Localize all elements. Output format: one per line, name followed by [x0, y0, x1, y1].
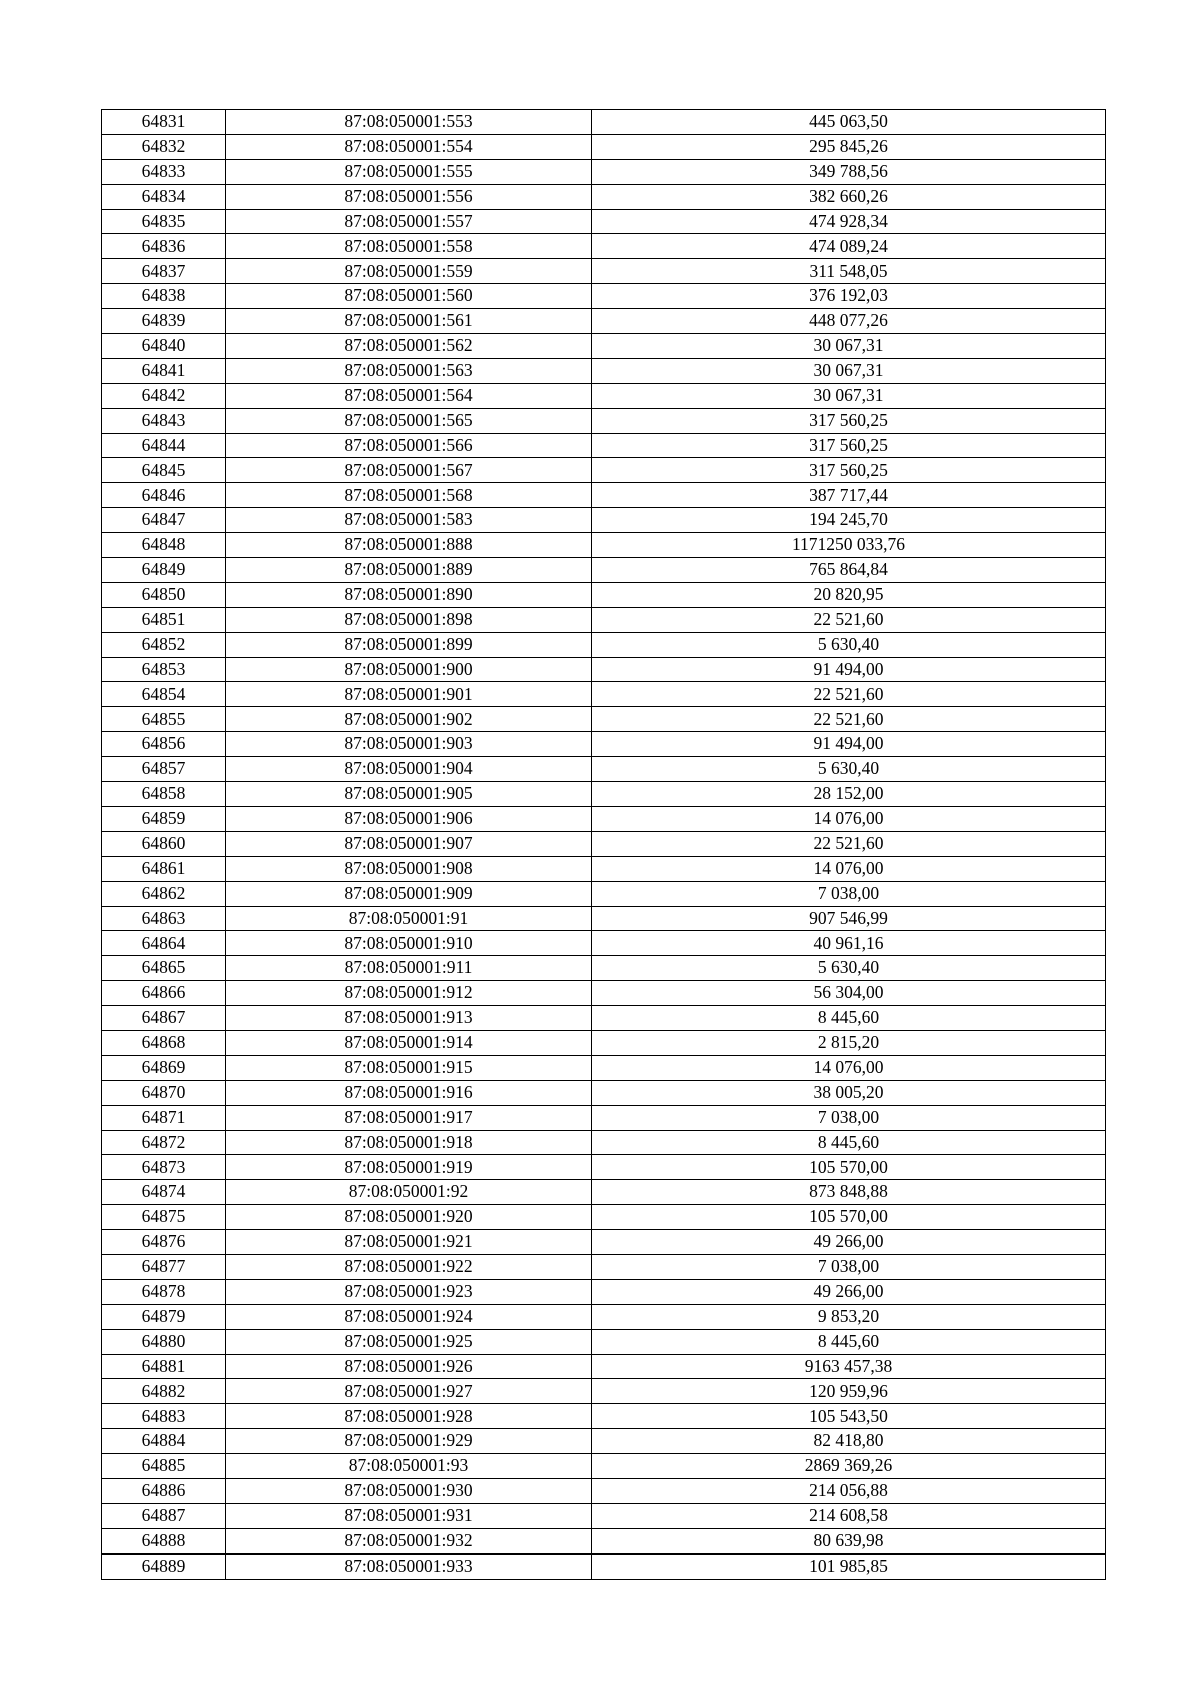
cadastral-number-cell: 87:08:050001:906: [226, 806, 592, 831]
value-cell: 56 304,00: [592, 981, 1106, 1006]
cadastral-number-cell: 87:08:050001:912: [226, 981, 592, 1006]
value-cell: 2869 369,26: [592, 1454, 1106, 1479]
table-row: [102, 732, 1106, 757]
table-row: [102, 1503, 1106, 1528]
value-cell: 91 494,00: [592, 657, 1106, 682]
cadastral-number-cell: 87:08:050001:899: [226, 632, 592, 657]
row-number-cell: 64878: [102, 1279, 226, 1304]
row-number-cell: 64857: [102, 757, 226, 782]
row-number-cell: 64885: [102, 1454, 226, 1479]
cadastral-number-cell: 87:08:050001:928: [226, 1404, 592, 1429]
value-cell: 765 864,84: [592, 558, 1106, 583]
cadastral-number-cell: 87:08:050001:901: [226, 682, 592, 707]
value-cell: 474 089,24: [592, 234, 1106, 259]
cadastral-number-cell: 87:08:050001:91: [226, 906, 592, 931]
row-number-cell: 64859: [102, 806, 226, 831]
row-number-cell: 64863: [102, 906, 226, 931]
value-cell: 101 985,85: [592, 1554, 1106, 1579]
row-number-cell: 64867: [102, 1006, 226, 1031]
value-cell: 14 076,00: [592, 1055, 1106, 1080]
row-number-cell: 64882: [102, 1379, 226, 1404]
row-number-cell: 64887: [102, 1503, 226, 1528]
cadastral-value-table: [101, 109, 1106, 1580]
table-row: [102, 334, 1106, 359]
value-cell: 38 005,20: [592, 1080, 1106, 1105]
cadastral-number-cell: 87:08:050001:565: [226, 408, 592, 433]
cadastral-number-cell: 87:08:050001:568: [226, 483, 592, 508]
table-row: [102, 234, 1106, 259]
row-number-cell: 64880: [102, 1329, 226, 1354]
row-number-cell: 64840: [102, 334, 226, 359]
value-cell: 214 056,88: [592, 1478, 1106, 1503]
value-cell: 5 630,40: [592, 632, 1106, 657]
cadastral-number-cell: 87:08:050001:92: [226, 1180, 592, 1205]
table-row: [102, 657, 1106, 682]
table-row: [102, 682, 1106, 707]
cadastral-number-cell: 87:08:050001:927: [226, 1379, 592, 1404]
value-cell: 349 788,56: [592, 159, 1106, 184]
cadastral-number-cell: 87:08:050001:918: [226, 1130, 592, 1155]
value-cell: 22 521,60: [592, 682, 1106, 707]
cadastral-number-cell: 87:08:050001:566: [226, 433, 592, 458]
row-number-cell: 64836: [102, 234, 226, 259]
cadastral-number-cell: 87:08:050001:921: [226, 1230, 592, 1255]
cadastral-number-cell: 87:08:050001:930: [226, 1478, 592, 1503]
table-row: [102, 782, 1106, 807]
table-row: [102, 110, 1106, 135]
value-cell: 311 548,05: [592, 259, 1106, 284]
row-number-cell: 64866: [102, 981, 226, 1006]
value-cell: 22 521,60: [592, 831, 1106, 856]
row-number-cell: 64875: [102, 1205, 226, 1230]
table-row: [102, 632, 1106, 657]
cadastral-number-cell: 87:08:050001:920: [226, 1205, 592, 1230]
table-row: [102, 1205, 1106, 1230]
table-row: [102, 1379, 1106, 1404]
value-cell: 194 245,70: [592, 508, 1106, 533]
cadastral-number-cell: 87:08:050001:93: [226, 1454, 592, 1479]
table-row: [102, 981, 1106, 1006]
cadastral-number-cell: 87:08:050001:564: [226, 383, 592, 408]
row-number-cell: 64841: [102, 358, 226, 383]
table-row: [102, 309, 1106, 334]
value-cell: 295 845,26: [592, 134, 1106, 159]
cadastral-number-cell: 87:08:050001:913: [226, 1006, 592, 1031]
cadastral-number-cell: 87:08:050001:908: [226, 856, 592, 881]
row-number-cell: 64888: [102, 1528, 226, 1553]
row-number-cell: 64860: [102, 831, 226, 856]
table-row: [102, 458, 1106, 483]
value-cell: 8 445,60: [592, 1006, 1106, 1031]
row-number-cell: 64833: [102, 159, 226, 184]
value-cell: 5 630,40: [592, 956, 1106, 981]
table-row: [102, 1354, 1106, 1379]
table-row: [102, 881, 1106, 906]
value-cell: 873 848,88: [592, 1180, 1106, 1205]
value-cell: 82 418,80: [592, 1429, 1106, 1454]
table-row: [102, 358, 1106, 383]
cadastral-number-cell: 87:08:050001:890: [226, 582, 592, 607]
value-cell: 30 067,31: [592, 383, 1106, 408]
cadastral-number-cell: 87:08:050001:561: [226, 309, 592, 334]
table-row: [102, 1279, 1106, 1304]
table-row: [102, 1030, 1106, 1055]
cadastral-number-cell: 87:08:050001:922: [226, 1254, 592, 1279]
table-row: [102, 259, 1106, 284]
cadastral-number-cell: 87:08:050001:911: [226, 956, 592, 981]
cadastral-number-cell: 87:08:050001:931: [226, 1503, 592, 1528]
cadastral-number-cell: 87:08:050001:933: [226, 1554, 592, 1579]
row-number-cell: 64874: [102, 1180, 226, 1205]
value-cell: 317 560,25: [592, 408, 1106, 433]
table-row: [102, 433, 1106, 458]
row-number-cell: 64862: [102, 881, 226, 906]
value-cell: 214 608,58: [592, 1503, 1106, 1528]
cadastral-number-cell: 87:08:050001:915: [226, 1055, 592, 1080]
row-number-cell: 64881: [102, 1354, 226, 1379]
value-cell: 2 815,20: [592, 1030, 1106, 1055]
row-number-cell: 64856: [102, 732, 226, 757]
value-cell: 105 570,00: [592, 1205, 1106, 1230]
cadastral-number-cell: 87:08:050001:555: [226, 159, 592, 184]
cadastral-number-cell: 87:08:050001:556: [226, 184, 592, 209]
table-row: [102, 508, 1106, 533]
cadastral-number-cell: 87:08:050001:557: [226, 209, 592, 234]
table-row: [102, 134, 1106, 159]
value-cell: 448 077,26: [592, 309, 1106, 334]
row-number-cell: 64844: [102, 433, 226, 458]
value-cell: 317 560,25: [592, 433, 1106, 458]
row-number-cell: 64832: [102, 134, 226, 159]
row-number-cell: 64858: [102, 782, 226, 807]
value-cell: 30 067,31: [592, 358, 1106, 383]
value-cell: 120 959,96: [592, 1379, 1106, 1404]
row-number-cell: 64861: [102, 856, 226, 881]
table-row: [102, 1528, 1106, 1553]
table-body: [102, 110, 1106, 1580]
row-number-cell: 64846: [102, 483, 226, 508]
cadastral-number-cell: 87:08:050001:917: [226, 1105, 592, 1130]
cadastral-number-cell: 87:08:050001:904: [226, 757, 592, 782]
cadastral-number-cell: 87:08:050001:909: [226, 881, 592, 906]
value-cell: 28 152,00: [592, 782, 1106, 807]
table-row: [102, 1454, 1106, 1479]
cadastral-number-cell: 87:08:050001:905: [226, 782, 592, 807]
value-cell: 376 192,03: [592, 284, 1106, 309]
row-number-cell: 64872: [102, 1130, 226, 1155]
cadastral-number-cell: 87:08:050001:553: [226, 110, 592, 135]
table-row: [102, 184, 1106, 209]
row-number-cell: 64850: [102, 582, 226, 607]
value-cell: 1171250 033,76: [592, 533, 1106, 558]
value-cell: 80 639,98: [592, 1528, 1106, 1553]
table-row: [102, 1429, 1106, 1454]
value-cell: 49 266,00: [592, 1230, 1106, 1255]
value-cell: 22 521,60: [592, 707, 1106, 732]
value-cell: 9163 457,38: [592, 1354, 1106, 1379]
table-row: [102, 558, 1106, 583]
value-cell: 14 076,00: [592, 806, 1106, 831]
cadastral-number-cell: 87:08:050001:567: [226, 458, 592, 483]
row-number-cell: 64845: [102, 458, 226, 483]
value-cell: 20 820,95: [592, 582, 1106, 607]
cadastral-number-cell: 87:08:050001:919: [226, 1155, 592, 1180]
row-number-cell: 64842: [102, 383, 226, 408]
row-number-cell: 64889: [102, 1554, 226, 1579]
row-number-cell: 64837: [102, 259, 226, 284]
table-row: [102, 408, 1106, 433]
row-number-cell: 64864: [102, 931, 226, 956]
table-row: [102, 1105, 1106, 1130]
table-row: [102, 1304, 1106, 1329]
cadastral-number-cell: 87:08:050001:888: [226, 533, 592, 558]
value-cell: 22 521,60: [592, 607, 1106, 632]
row-number-cell: 64886: [102, 1478, 226, 1503]
cadastral-number-cell: 87:08:050001:916: [226, 1080, 592, 1105]
value-cell: 474 928,34: [592, 209, 1106, 234]
table-row: [102, 159, 1106, 184]
table-row: [102, 1230, 1106, 1255]
table-row: [102, 1155, 1106, 1180]
cadastral-number-cell: 87:08:050001:900: [226, 657, 592, 682]
row-number-cell: 64877: [102, 1254, 226, 1279]
value-cell: 7 038,00: [592, 881, 1106, 906]
table-row: [102, 1254, 1106, 1279]
value-cell: 387 717,44: [592, 483, 1106, 508]
table-row: [102, 1329, 1106, 1354]
cadastral-number-cell: 87:08:050001:902: [226, 707, 592, 732]
cadastral-number-cell: 87:08:050001:925: [226, 1329, 592, 1354]
row-number-cell: 64873: [102, 1155, 226, 1180]
table-row: [102, 209, 1106, 234]
value-cell: 445 063,50: [592, 110, 1106, 135]
cadastral-number-cell: 87:08:050001:914: [226, 1030, 592, 1055]
row-number-cell: 64835: [102, 209, 226, 234]
value-cell: 7 038,00: [592, 1105, 1106, 1130]
cadastral-number-cell: 87:08:050001:907: [226, 831, 592, 856]
table-row: [102, 707, 1106, 732]
row-number-cell: 64868: [102, 1030, 226, 1055]
table-row: [102, 533, 1106, 558]
value-cell: 49 266,00: [592, 1279, 1106, 1304]
value-cell: 91 494,00: [592, 732, 1106, 757]
table-row: [102, 831, 1106, 856]
value-cell: 382 660,26: [592, 184, 1106, 209]
cadastral-number-cell: 87:08:050001:583: [226, 508, 592, 533]
cadastral-number-cell: 87:08:050001:554: [226, 134, 592, 159]
cadastral-number-cell: 87:08:050001:929: [226, 1429, 592, 1454]
cadastral-number-cell: 87:08:050001:898: [226, 607, 592, 632]
table-row: [102, 1180, 1106, 1205]
table-row: [102, 1130, 1106, 1155]
row-number-cell: 64870: [102, 1080, 226, 1105]
table-row: [102, 1404, 1106, 1429]
table-row: [102, 1006, 1106, 1031]
table-row: [102, 284, 1106, 309]
value-cell: 317 560,25: [592, 458, 1106, 483]
row-number-cell: 64876: [102, 1230, 226, 1255]
table-row: [102, 483, 1106, 508]
cadastral-number-cell: 87:08:050001:910: [226, 931, 592, 956]
cadastral-number-cell: 87:08:050001:926: [226, 1354, 592, 1379]
table-row: [102, 1554, 1106, 1579]
cadastral-number-cell: 87:08:050001:889: [226, 558, 592, 583]
value-cell: 7 038,00: [592, 1254, 1106, 1279]
row-number-cell: 64854: [102, 682, 226, 707]
row-number-cell: 64869: [102, 1055, 226, 1080]
row-number-cell: 64871: [102, 1105, 226, 1130]
value-cell: 907 546,99: [592, 906, 1106, 931]
table-row: [102, 1478, 1106, 1503]
cadastral-number-cell: 87:08:050001:932: [226, 1528, 592, 1553]
table-row: [102, 757, 1106, 782]
table-row: [102, 383, 1106, 408]
row-number-cell: 64884: [102, 1429, 226, 1454]
row-number-cell: 64879: [102, 1304, 226, 1329]
row-number-cell: 64849: [102, 558, 226, 583]
value-cell: 5 630,40: [592, 757, 1106, 782]
table-row: [102, 856, 1106, 881]
cadastral-number-cell: 87:08:050001:559: [226, 259, 592, 284]
table-row: [102, 1080, 1106, 1105]
cadastral-number-cell: 87:08:050001:560: [226, 284, 592, 309]
row-number-cell: 64838: [102, 284, 226, 309]
table-row: [102, 582, 1106, 607]
row-number-cell: 64851: [102, 607, 226, 632]
table-row: [102, 806, 1106, 831]
value-cell: 8 445,60: [592, 1130, 1106, 1155]
row-number-cell: 64831: [102, 110, 226, 135]
cadastral-number-cell: 87:08:050001:563: [226, 358, 592, 383]
table-row: [102, 956, 1106, 981]
cadastral-number-cell: 87:08:050001:903: [226, 732, 592, 757]
value-cell: 14 076,00: [592, 856, 1106, 881]
value-cell: 30 067,31: [592, 334, 1106, 359]
row-number-cell: 64847: [102, 508, 226, 533]
cadastral-number-cell: 87:08:050001:924: [226, 1304, 592, 1329]
row-number-cell: 64853: [102, 657, 226, 682]
row-number-cell: 64883: [102, 1404, 226, 1429]
value-cell: 8 445,60: [592, 1329, 1106, 1354]
row-number-cell: 64865: [102, 956, 226, 981]
row-number-cell: 64843: [102, 408, 226, 433]
table-row: [102, 931, 1106, 956]
row-number-cell: 64834: [102, 184, 226, 209]
row-number-cell: 64855: [102, 707, 226, 732]
row-number-cell: 64852: [102, 632, 226, 657]
value-cell: 40 961,16: [592, 931, 1106, 956]
cadastral-number-cell: 87:08:050001:562: [226, 334, 592, 359]
row-number-cell: 64848: [102, 533, 226, 558]
row-number-cell: 64839: [102, 309, 226, 334]
cadastral-number-cell: 87:08:050001:923: [226, 1279, 592, 1304]
table-row: [102, 607, 1106, 632]
value-cell: 105 543,50: [592, 1404, 1106, 1429]
cadastral-number-cell: 87:08:050001:558: [226, 234, 592, 259]
table-row: [102, 906, 1106, 931]
value-cell: 105 570,00: [592, 1155, 1106, 1180]
table-row: [102, 1055, 1106, 1080]
value-cell: 9 853,20: [592, 1304, 1106, 1329]
